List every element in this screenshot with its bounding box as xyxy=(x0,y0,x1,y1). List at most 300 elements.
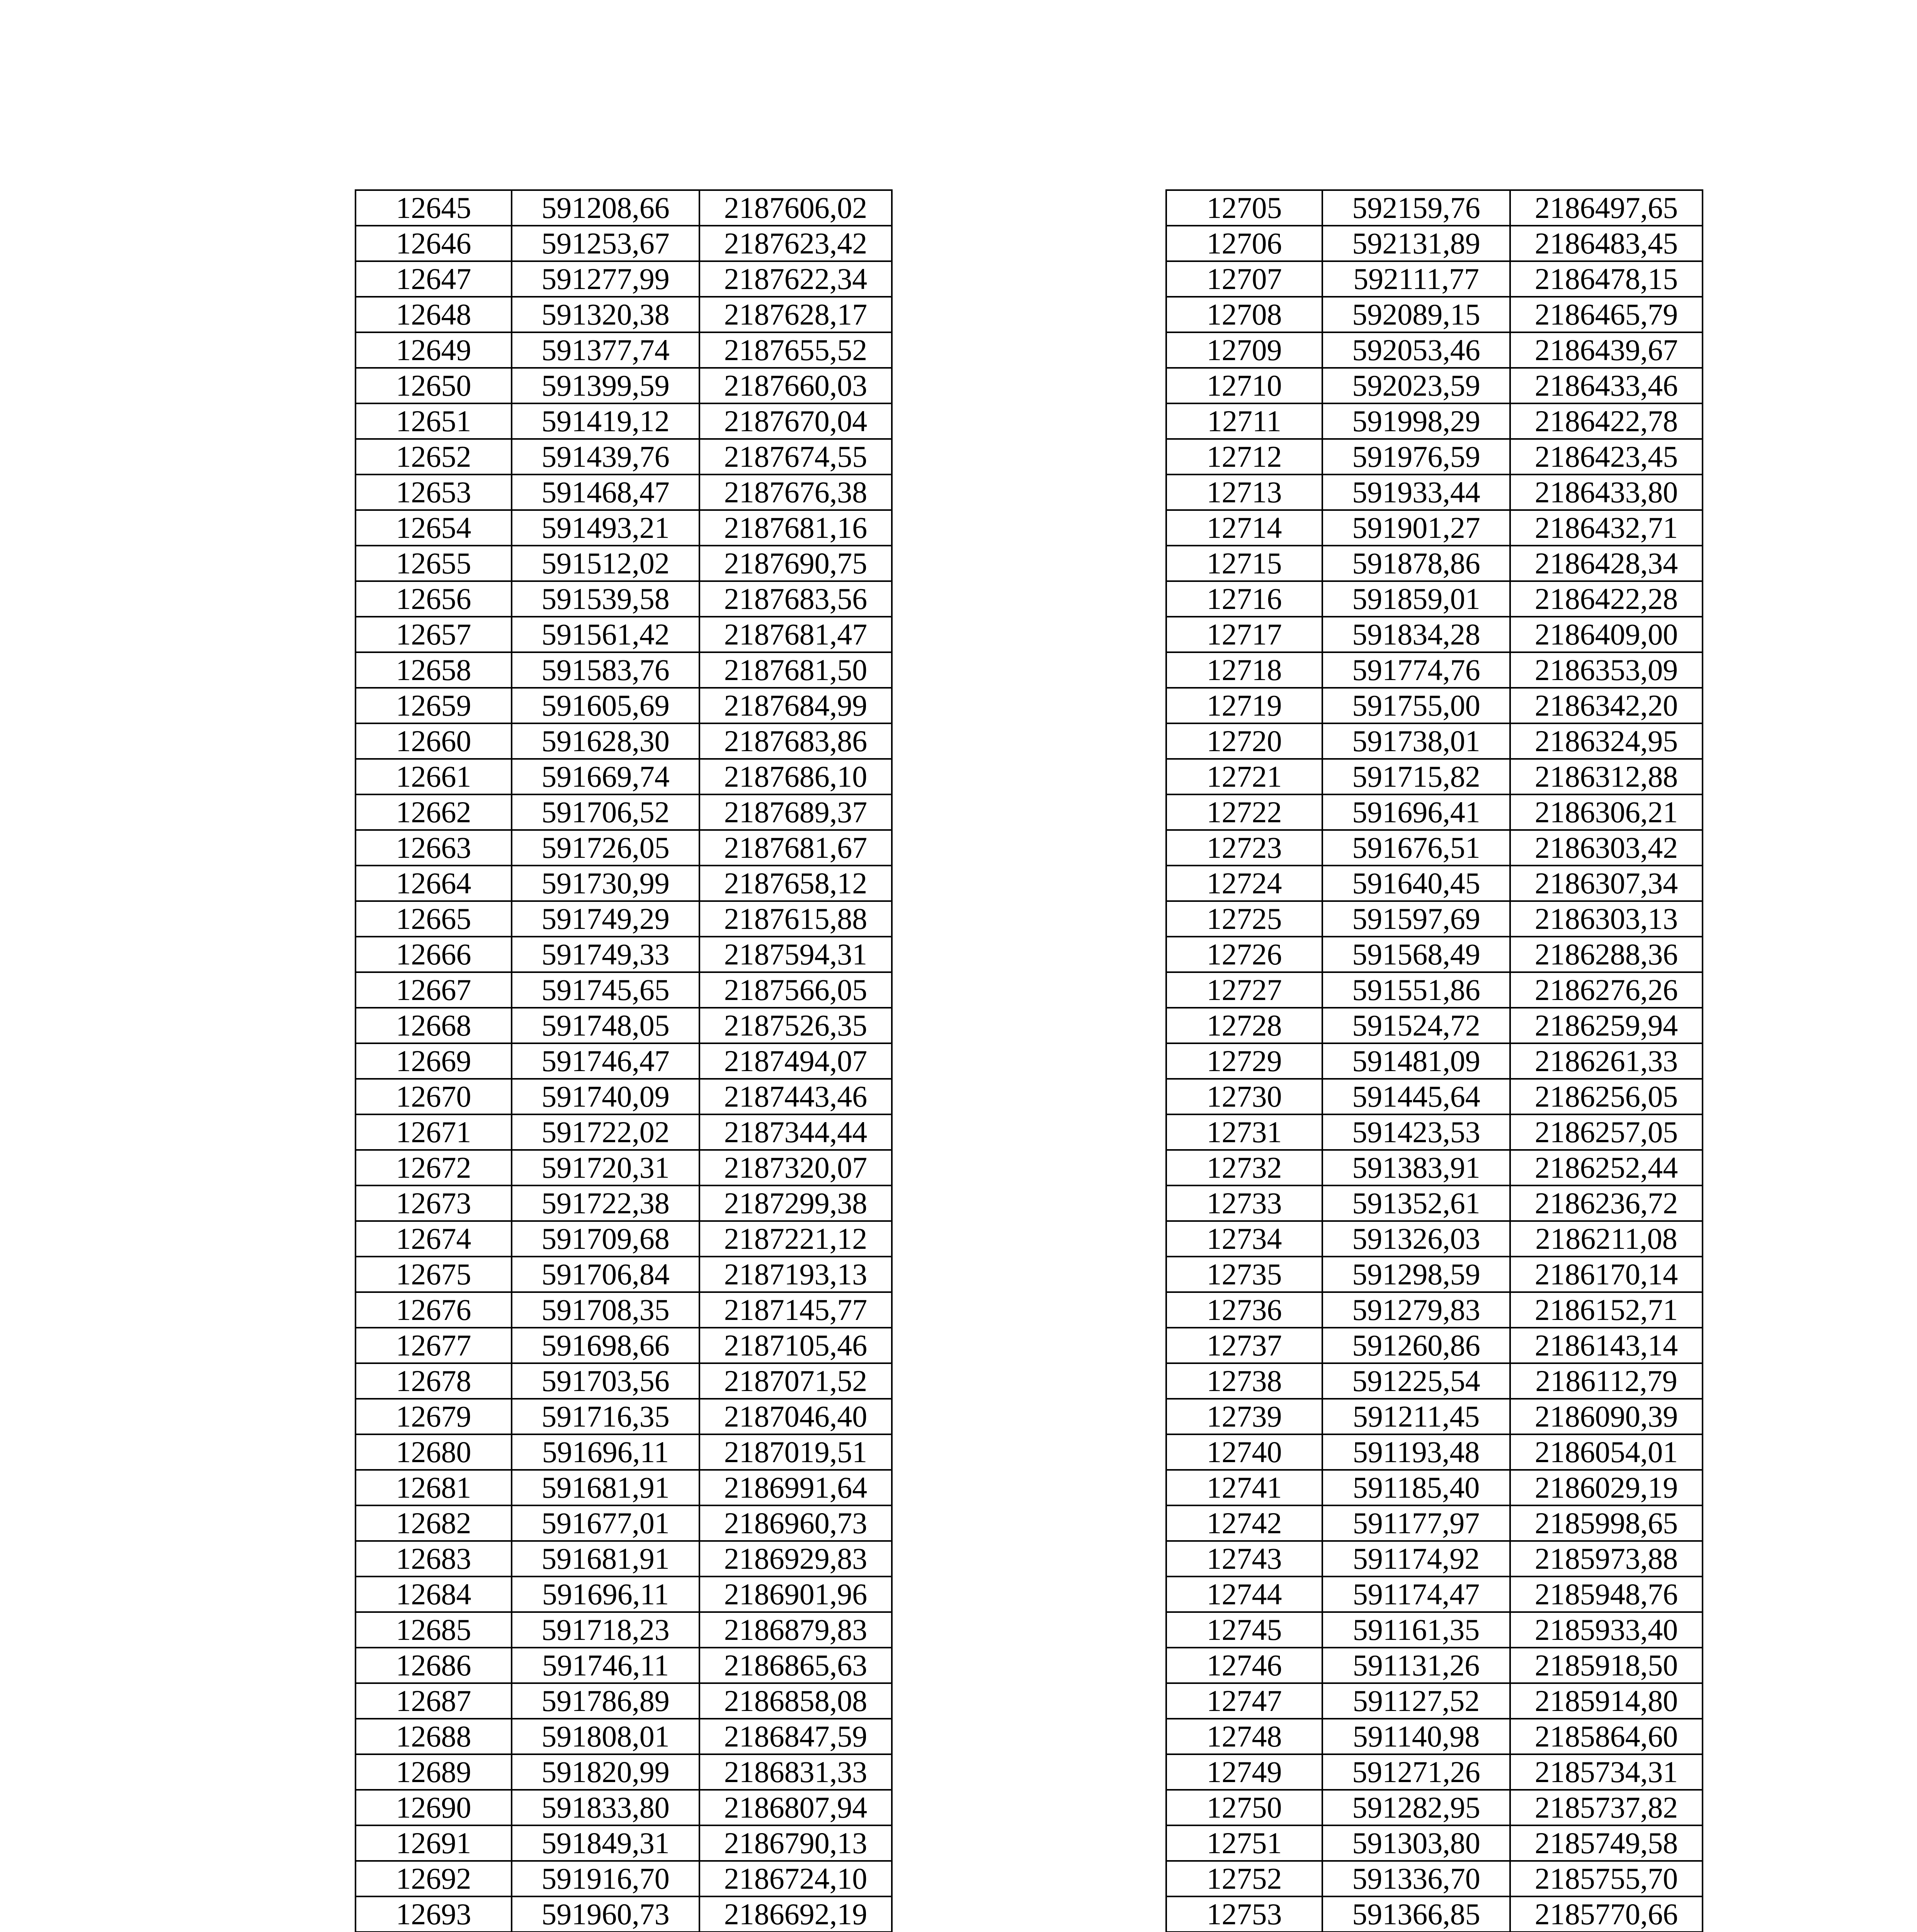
x-coordinate-cell: 591755,00 xyxy=(1322,688,1510,723)
y-coordinate-cell: 2186692,19 xyxy=(699,1896,892,1932)
table-row xyxy=(1166,1719,1703,1754)
table-row xyxy=(356,1185,892,1221)
y-coordinate-cell: 2186353,09 xyxy=(1510,652,1703,688)
y-coordinate-cell: 2187105,46 xyxy=(699,1328,892,1363)
point-number-cell: 12708 xyxy=(1166,297,1322,332)
x-coordinate-cell: 591127,52 xyxy=(1322,1683,1510,1719)
table-row xyxy=(356,1434,892,1470)
table-row xyxy=(356,1257,892,1292)
point-number-cell: 12663 xyxy=(356,830,512,866)
point-number-cell: 12744 xyxy=(1166,1577,1322,1612)
x-coordinate-cell: 592023,59 xyxy=(1322,368,1510,403)
y-coordinate-cell: 2187566,05 xyxy=(699,972,892,1008)
point-number-cell: 12721 xyxy=(1166,759,1322,794)
y-coordinate-cell: 2187299,38 xyxy=(699,1185,892,1221)
table-row xyxy=(356,1790,892,1825)
table-row xyxy=(356,1114,892,1150)
y-coordinate-cell: 2186211,08 xyxy=(1510,1221,1703,1257)
point-number-cell: 12689 xyxy=(356,1754,512,1790)
y-coordinate-cell: 2187320,07 xyxy=(699,1150,892,1185)
point-number-cell: 12710 xyxy=(1166,368,1322,403)
x-coordinate-cell: 591131,26 xyxy=(1322,1648,1510,1683)
coordinates-table-left-body xyxy=(356,190,892,1932)
point-number-cell: 12726 xyxy=(1166,937,1322,972)
point-number-cell: 12716 xyxy=(1166,581,1322,617)
x-coordinate-cell: 591174,47 xyxy=(1322,1577,1510,1612)
point-number-cell: 12685 xyxy=(356,1612,512,1648)
x-coordinate-cell: 592111,77 xyxy=(1322,261,1510,297)
y-coordinate-cell: 2186858,08 xyxy=(699,1683,892,1719)
point-number-cell: 12752 xyxy=(1166,1861,1322,1896)
table-row xyxy=(1166,688,1703,723)
y-coordinate-cell: 2186029,19 xyxy=(1510,1470,1703,1505)
y-coordinate-cell: 2186090,39 xyxy=(1510,1399,1703,1434)
x-coordinate-cell: 591749,33 xyxy=(512,937,699,972)
y-coordinate-cell: 2186170,14 xyxy=(1510,1257,1703,1292)
x-coordinate-cell: 591225,54 xyxy=(1322,1363,1510,1399)
table-row xyxy=(356,617,892,652)
y-coordinate-cell: 2186143,14 xyxy=(1510,1328,1703,1363)
table-row xyxy=(1166,1328,1703,1363)
x-coordinate-cell: 591834,28 xyxy=(1322,617,1510,652)
point-number-cell: 12737 xyxy=(1166,1328,1322,1363)
x-coordinate-cell: 591399,59 xyxy=(512,368,699,403)
y-coordinate-cell: 2186478,15 xyxy=(1510,261,1703,297)
point-number-cell: 12683 xyxy=(356,1541,512,1577)
point-number-cell: 12660 xyxy=(356,723,512,759)
table-row xyxy=(356,226,892,261)
point-number-cell: 12707 xyxy=(1166,261,1322,297)
y-coordinate-cell: 2186422,28 xyxy=(1510,581,1703,617)
x-coordinate-cell: 591698,66 xyxy=(512,1328,699,1363)
y-coordinate-cell: 2187623,42 xyxy=(699,226,892,261)
table-row xyxy=(1166,1861,1703,1896)
table-row xyxy=(356,652,892,688)
y-coordinate-cell: 2186724,10 xyxy=(699,1861,892,1896)
point-number-cell: 12662 xyxy=(356,794,512,830)
point-number-cell: 12722 xyxy=(1166,794,1322,830)
x-coordinate-cell: 591696,41 xyxy=(1322,794,1510,830)
table-row xyxy=(356,759,892,794)
table-row xyxy=(1166,1257,1703,1292)
point-number-cell: 12679 xyxy=(356,1399,512,1434)
point-number-cell: 12648 xyxy=(356,297,512,332)
y-coordinate-cell: 2186423,45 xyxy=(1510,439,1703,474)
table-row xyxy=(1166,1008,1703,1043)
point-number-cell: 12657 xyxy=(356,617,512,652)
x-coordinate-cell: 591271,26 xyxy=(1322,1754,1510,1790)
x-coordinate-cell: 591878,86 xyxy=(1322,546,1510,581)
y-coordinate-cell: 2186960,73 xyxy=(699,1505,892,1541)
x-coordinate-cell: 592131,89 xyxy=(1322,226,1510,261)
x-coordinate-cell: 591696,11 xyxy=(512,1434,699,1470)
point-number-cell: 12729 xyxy=(1166,1043,1322,1079)
x-coordinate-cell: 591706,52 xyxy=(512,794,699,830)
y-coordinate-cell: 2187684,99 xyxy=(699,688,892,723)
table-row xyxy=(1166,403,1703,439)
table-row xyxy=(1166,297,1703,332)
x-coordinate-cell: 591740,09 xyxy=(512,1079,699,1114)
y-coordinate-cell: 2186054,01 xyxy=(1510,1434,1703,1470)
point-number-cell: 12666 xyxy=(356,937,512,972)
point-number-cell: 12654 xyxy=(356,510,512,546)
point-number-cell: 12665 xyxy=(356,901,512,937)
x-coordinate-cell: 591708,35 xyxy=(512,1292,699,1328)
point-number-cell: 12751 xyxy=(1166,1825,1322,1861)
x-coordinate-cell: 591709,68 xyxy=(512,1221,699,1257)
y-coordinate-cell: 2186865,63 xyxy=(699,1648,892,1683)
table-row xyxy=(1166,1043,1703,1079)
y-coordinate-cell: 2187622,34 xyxy=(699,261,892,297)
x-coordinate-cell: 591326,03 xyxy=(1322,1221,1510,1257)
y-coordinate-cell: 2187655,52 xyxy=(699,332,892,368)
point-number-cell: 12705 xyxy=(1166,190,1322,226)
y-coordinate-cell: 2186497,65 xyxy=(1510,190,1703,226)
table-row xyxy=(1166,332,1703,368)
table-row xyxy=(1166,1150,1703,1185)
x-coordinate-cell: 591696,11 xyxy=(512,1577,699,1612)
x-coordinate-cell: 592159,76 xyxy=(1322,190,1510,226)
point-number-cell: 12709 xyxy=(1166,332,1322,368)
x-coordinate-cell: 591706,84 xyxy=(512,1257,699,1292)
table-row xyxy=(356,794,892,830)
point-number-cell: 12668 xyxy=(356,1008,512,1043)
x-coordinate-cell: 591722,02 xyxy=(512,1114,699,1150)
table-row xyxy=(356,1150,892,1185)
y-coordinate-cell: 2187686,10 xyxy=(699,759,892,794)
y-coordinate-cell: 2185749,58 xyxy=(1510,1825,1703,1861)
y-coordinate-cell: 2187681,50 xyxy=(699,652,892,688)
point-number-cell: 12747 xyxy=(1166,1683,1322,1719)
point-number-cell: 12736 xyxy=(1166,1292,1322,1328)
table-row xyxy=(1166,261,1703,297)
point-number-cell: 12749 xyxy=(1166,1754,1322,1790)
table-row xyxy=(1166,1434,1703,1470)
point-number-cell: 12681 xyxy=(356,1470,512,1505)
point-number-cell: 12750 xyxy=(1166,1790,1322,1825)
x-coordinate-cell: 591597,69 xyxy=(1322,901,1510,937)
table-row xyxy=(356,1754,892,1790)
y-coordinate-cell: 2187681,16 xyxy=(699,510,892,546)
x-coordinate-cell: 591748,05 xyxy=(512,1008,699,1043)
point-number-cell: 12664 xyxy=(356,866,512,901)
point-number-cell: 12753 xyxy=(1166,1896,1322,1932)
point-number-cell: 12646 xyxy=(356,226,512,261)
table-row xyxy=(356,510,892,546)
x-coordinate-cell: 591720,31 xyxy=(512,1150,699,1185)
point-number-cell: 12658 xyxy=(356,652,512,688)
point-number-cell: 12649 xyxy=(356,332,512,368)
table-row xyxy=(1166,1648,1703,1683)
table-row xyxy=(1166,1577,1703,1612)
point-number-cell: 12687 xyxy=(356,1683,512,1719)
y-coordinate-cell: 2186312,88 xyxy=(1510,759,1703,794)
x-coordinate-cell: 591512,02 xyxy=(512,546,699,581)
y-coordinate-cell: 2186991,64 xyxy=(699,1470,892,1505)
coordinates-table-right-body xyxy=(1166,190,1703,1932)
x-coordinate-cell: 591726,05 xyxy=(512,830,699,866)
x-coordinate-cell: 591524,72 xyxy=(1322,1008,1510,1043)
y-coordinate-cell: 2187660,03 xyxy=(699,368,892,403)
y-coordinate-cell: 2186256,05 xyxy=(1510,1079,1703,1114)
y-coordinate-cell: 2186324,95 xyxy=(1510,723,1703,759)
table-row xyxy=(356,368,892,403)
y-coordinate-cell: 2187674,55 xyxy=(699,439,892,474)
y-coordinate-cell: 2187019,51 xyxy=(699,1434,892,1470)
y-coordinate-cell: 2186432,71 xyxy=(1510,510,1703,546)
point-number-cell: 12740 xyxy=(1166,1434,1322,1470)
y-coordinate-cell: 2186879,83 xyxy=(699,1612,892,1648)
x-coordinate-cell: 591177,97 xyxy=(1322,1505,1510,1541)
y-coordinate-cell: 2186433,80 xyxy=(1510,474,1703,510)
table-row xyxy=(1166,972,1703,1008)
table-row xyxy=(356,297,892,332)
y-coordinate-cell: 2186257,05 xyxy=(1510,1114,1703,1150)
x-coordinate-cell: 591193,48 xyxy=(1322,1434,1510,1470)
y-coordinate-cell: 2187193,13 xyxy=(699,1257,892,1292)
point-number-cell: 12677 xyxy=(356,1328,512,1363)
table-row xyxy=(1166,1292,1703,1328)
x-coordinate-cell: 591669,74 xyxy=(512,759,699,794)
table-row xyxy=(1166,1221,1703,1257)
x-coordinate-cell: 591174,92 xyxy=(1322,1541,1510,1577)
point-number-cell: 12743 xyxy=(1166,1541,1322,1577)
point-number-cell: 12684 xyxy=(356,1577,512,1612)
x-coordinate-cell: 591423,53 xyxy=(1322,1114,1510,1150)
x-coordinate-cell: 591383,91 xyxy=(1322,1150,1510,1185)
point-number-cell: 12645 xyxy=(356,190,512,226)
table-row xyxy=(1166,652,1703,688)
y-coordinate-cell: 2185770,66 xyxy=(1510,1896,1703,1932)
x-coordinate-cell: 591539,58 xyxy=(512,581,699,617)
point-number-cell: 12706 xyxy=(1166,226,1322,261)
point-number-cell: 12667 xyxy=(356,972,512,1008)
x-coordinate-cell: 591282,95 xyxy=(1322,1790,1510,1825)
point-number-cell: 12742 xyxy=(1166,1505,1322,1541)
y-coordinate-cell: 2186465,79 xyxy=(1510,297,1703,332)
point-number-cell: 12673 xyxy=(356,1185,512,1221)
x-coordinate-cell: 591916,70 xyxy=(512,1861,699,1896)
table-row xyxy=(356,1043,892,1079)
y-coordinate-cell: 2186276,26 xyxy=(1510,972,1703,1008)
x-coordinate-cell: 591859,01 xyxy=(1322,581,1510,617)
x-coordinate-cell: 591718,23 xyxy=(512,1612,699,1648)
x-coordinate-cell: 591722,38 xyxy=(512,1185,699,1221)
x-coordinate-cell: 591960,73 xyxy=(512,1896,699,1932)
table-row xyxy=(356,546,892,581)
x-coordinate-cell: 591377,74 xyxy=(512,332,699,368)
y-coordinate-cell: 2187690,75 xyxy=(699,546,892,581)
y-coordinate-cell: 2186831,33 xyxy=(699,1754,892,1790)
y-coordinate-cell: 2186236,72 xyxy=(1510,1185,1703,1221)
x-coordinate-cell: 591716,35 xyxy=(512,1399,699,1434)
x-coordinate-cell: 592053,46 xyxy=(1322,332,1510,368)
table-row xyxy=(1166,190,1703,226)
y-coordinate-cell: 2187681,67 xyxy=(699,830,892,866)
y-coordinate-cell: 2186303,13 xyxy=(1510,901,1703,937)
y-coordinate-cell: 2186152,71 xyxy=(1510,1292,1703,1328)
table-row xyxy=(356,723,892,759)
x-coordinate-cell: 591298,59 xyxy=(1322,1257,1510,1292)
x-coordinate-cell: 591745,65 xyxy=(512,972,699,1008)
table-row xyxy=(356,1292,892,1328)
x-coordinate-cell: 591746,47 xyxy=(512,1043,699,1079)
y-coordinate-cell: 2187494,07 xyxy=(699,1043,892,1079)
x-coordinate-cell: 591746,11 xyxy=(512,1648,699,1683)
table-row xyxy=(356,1541,892,1577)
point-number-cell: 12675 xyxy=(356,1257,512,1292)
y-coordinate-cell: 2185998,65 xyxy=(1510,1505,1703,1541)
y-coordinate-cell: 2187145,77 xyxy=(699,1292,892,1328)
point-number-cell: 12733 xyxy=(1166,1185,1322,1221)
y-coordinate-cell: 2186252,44 xyxy=(1510,1150,1703,1185)
point-number-cell: 12671 xyxy=(356,1114,512,1150)
table-row xyxy=(1166,368,1703,403)
point-number-cell: 12731 xyxy=(1166,1114,1322,1150)
point-number-cell: 12651 xyxy=(356,403,512,439)
point-number-cell: 12728 xyxy=(1166,1008,1322,1043)
table-row xyxy=(356,937,892,972)
x-coordinate-cell: 591366,85 xyxy=(1322,1896,1510,1932)
x-coordinate-cell: 592089,15 xyxy=(1322,297,1510,332)
point-number-cell: 12676 xyxy=(356,1292,512,1328)
y-coordinate-cell: 2187344,44 xyxy=(699,1114,892,1150)
x-coordinate-cell: 591253,67 xyxy=(512,226,699,261)
table-row xyxy=(356,1079,892,1114)
point-number-cell: 12738 xyxy=(1166,1363,1322,1399)
table-row xyxy=(1166,901,1703,937)
y-coordinate-cell: 2187676,38 xyxy=(699,474,892,510)
y-coordinate-cell: 2186439,67 xyxy=(1510,332,1703,368)
point-number-cell: 12691 xyxy=(356,1825,512,1861)
table-row xyxy=(356,1505,892,1541)
y-coordinate-cell: 2187658,12 xyxy=(699,866,892,901)
table-row xyxy=(356,1896,892,1932)
point-number-cell: 12727 xyxy=(1166,972,1322,1008)
x-coordinate-cell: 591140,98 xyxy=(1322,1719,1510,1754)
y-coordinate-cell: 2185737,82 xyxy=(1510,1790,1703,1825)
x-coordinate-cell: 591676,51 xyxy=(1322,830,1510,866)
x-coordinate-cell: 591833,80 xyxy=(512,1790,699,1825)
x-coordinate-cell: 591976,59 xyxy=(1322,439,1510,474)
y-coordinate-cell: 2186303,42 xyxy=(1510,830,1703,866)
x-coordinate-cell: 591774,76 xyxy=(1322,652,1510,688)
table-row xyxy=(1166,759,1703,794)
y-coordinate-cell: 2186428,34 xyxy=(1510,546,1703,581)
y-coordinate-cell: 2185918,50 xyxy=(1510,1648,1703,1683)
y-coordinate-cell: 2186259,94 xyxy=(1510,1008,1703,1043)
x-coordinate-cell: 591279,83 xyxy=(1322,1292,1510,1328)
x-coordinate-cell: 591681,91 xyxy=(512,1541,699,1577)
point-number-cell: 12669 xyxy=(356,1043,512,1079)
x-coordinate-cell: 591208,66 xyxy=(512,190,699,226)
x-coordinate-cell: 591786,89 xyxy=(512,1683,699,1719)
y-coordinate-cell: 2186483,45 xyxy=(1510,226,1703,261)
table-row xyxy=(356,1719,892,1754)
x-coordinate-cell: 591481,09 xyxy=(1322,1043,1510,1079)
table-row xyxy=(356,830,892,866)
table-row xyxy=(1166,1505,1703,1541)
table-row xyxy=(356,1221,892,1257)
table-row xyxy=(1166,546,1703,581)
y-coordinate-cell: 2186901,96 xyxy=(699,1577,892,1612)
table-row xyxy=(356,1648,892,1683)
table-row xyxy=(1166,937,1703,972)
point-number-cell: 12748 xyxy=(1166,1719,1322,1754)
x-coordinate-cell: 591749,29 xyxy=(512,901,699,937)
table-row xyxy=(1166,474,1703,510)
point-number-cell: 12682 xyxy=(356,1505,512,1541)
table-row xyxy=(1166,1185,1703,1221)
x-coordinate-cell: 591352,61 xyxy=(1322,1185,1510,1221)
y-coordinate-cell: 2185933,40 xyxy=(1510,1612,1703,1648)
y-coordinate-cell: 2186306,21 xyxy=(1510,794,1703,830)
y-coordinate-cell: 2186261,33 xyxy=(1510,1043,1703,1079)
table-row xyxy=(1166,226,1703,261)
table-row xyxy=(356,1683,892,1719)
table-row xyxy=(1166,1790,1703,1825)
table-row xyxy=(356,688,892,723)
y-coordinate-cell: 2187615,88 xyxy=(699,901,892,937)
point-number-cell: 12745 xyxy=(1166,1612,1322,1648)
point-number-cell: 12719 xyxy=(1166,688,1322,723)
x-coordinate-cell: 591468,47 xyxy=(512,474,699,510)
table-row xyxy=(356,474,892,510)
point-number-cell: 12718 xyxy=(1166,652,1322,688)
table-row xyxy=(356,1612,892,1648)
point-number-cell: 12650 xyxy=(356,368,512,403)
table-row xyxy=(356,1399,892,1434)
x-coordinate-cell: 591211,45 xyxy=(1322,1399,1510,1434)
x-coordinate-cell: 591185,40 xyxy=(1322,1470,1510,1505)
table-row xyxy=(1166,617,1703,652)
table-row xyxy=(356,866,892,901)
table-row xyxy=(1166,1683,1703,1719)
y-coordinate-cell: 2186288,36 xyxy=(1510,937,1703,972)
point-number-cell: 12720 xyxy=(1166,723,1322,759)
y-coordinate-cell: 2187046,40 xyxy=(699,1399,892,1434)
table-row xyxy=(1166,830,1703,866)
point-number-cell: 12713 xyxy=(1166,474,1322,510)
y-coordinate-cell: 2186433,46 xyxy=(1510,368,1703,403)
table-row xyxy=(356,261,892,297)
table-row xyxy=(1166,510,1703,546)
point-number-cell: 12678 xyxy=(356,1363,512,1399)
x-coordinate-cell: 591738,01 xyxy=(1322,723,1510,759)
table-row xyxy=(356,581,892,617)
point-number-cell: 12735 xyxy=(1166,1257,1322,1292)
table-row xyxy=(1166,581,1703,617)
x-coordinate-cell: 591998,29 xyxy=(1322,403,1510,439)
point-number-cell: 12746 xyxy=(1166,1648,1322,1683)
table-row xyxy=(1166,1470,1703,1505)
table-row xyxy=(1166,439,1703,474)
table-row xyxy=(356,1861,892,1896)
table-row xyxy=(1166,1114,1703,1150)
x-coordinate-cell: 591561,42 xyxy=(512,617,699,652)
table-row xyxy=(1166,1754,1703,1790)
y-coordinate-cell: 2185973,88 xyxy=(1510,1541,1703,1577)
point-number-cell: 12656 xyxy=(356,581,512,617)
x-coordinate-cell: 591808,01 xyxy=(512,1719,699,1754)
y-coordinate-cell: 2185948,76 xyxy=(1510,1577,1703,1612)
table-row xyxy=(356,972,892,1008)
x-coordinate-cell: 591493,21 xyxy=(512,510,699,546)
coordinates-table-right xyxy=(1165,189,1703,1932)
point-number-cell: 12690 xyxy=(356,1790,512,1825)
y-coordinate-cell: 2187628,17 xyxy=(699,297,892,332)
table-row xyxy=(356,1363,892,1399)
